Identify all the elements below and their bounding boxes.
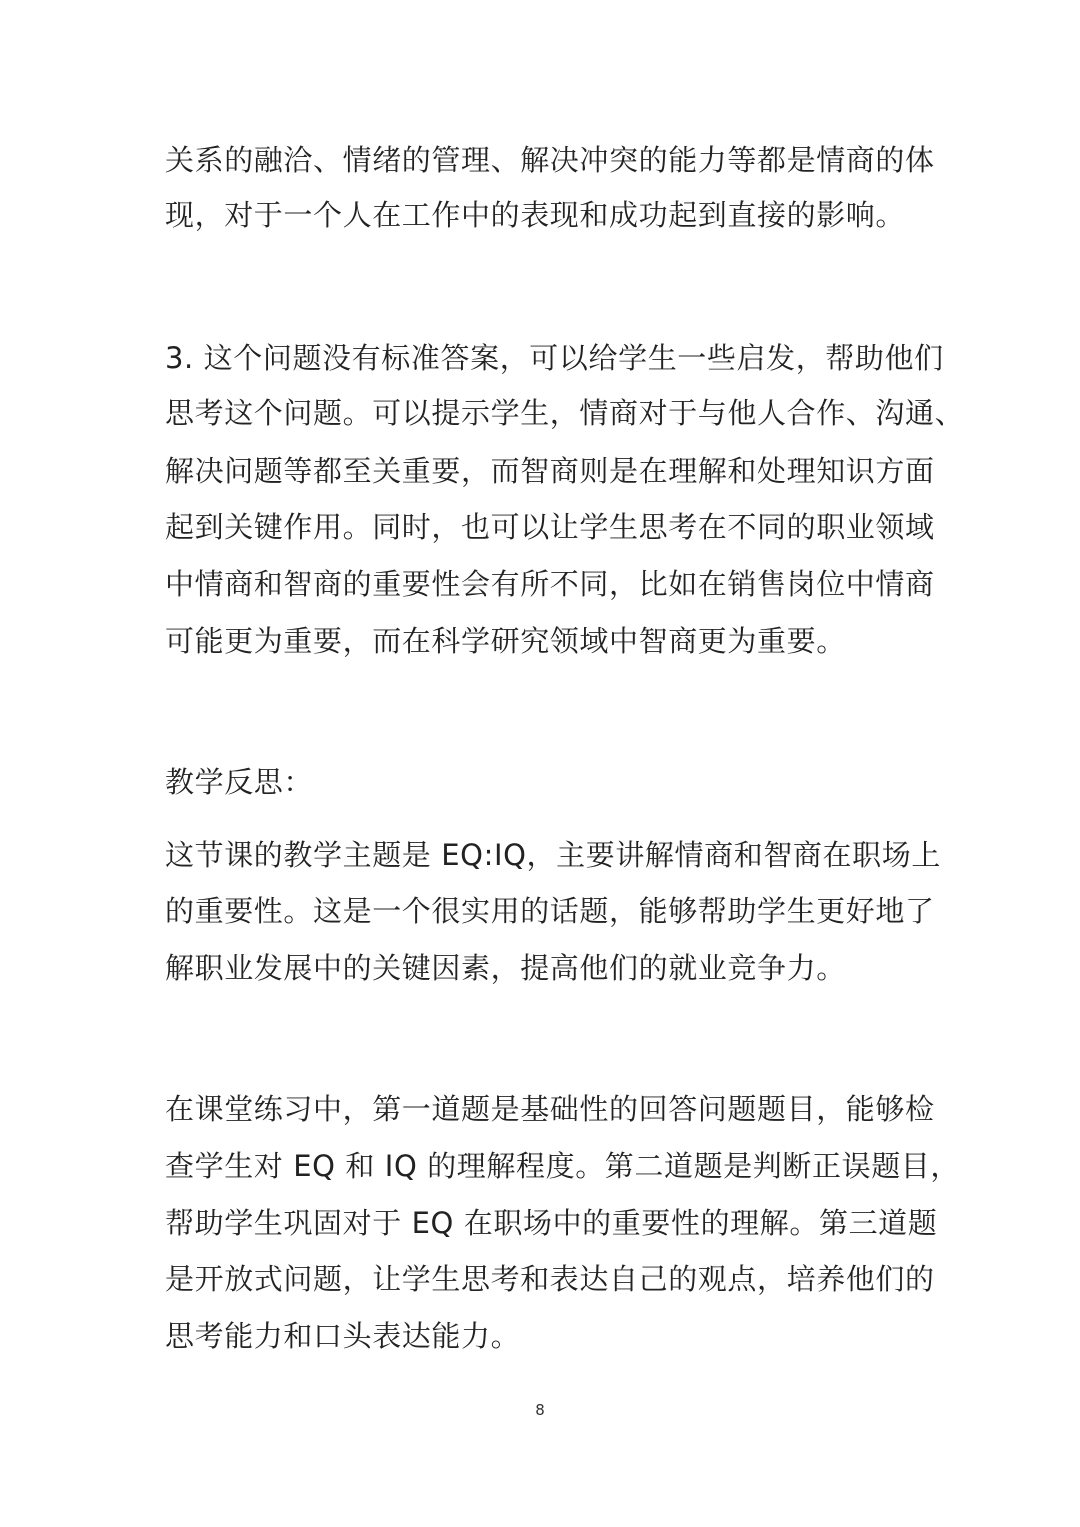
paragraph-line: 起到关键作用。同时，也可以让学生思考在不同的职业领域 — [165, 510, 935, 544]
paragraph-line: 的重要性。这是一个很实用的话题，能够帮助学生更好地了 — [165, 894, 935, 928]
paragraph-line: 是开放式问题，让学生思考和表达自己的观点，培养他们的 — [165, 1262, 935, 1296]
paragraph-line: 中情商和智商的重要性会有所不同，比如在销售岗位中情商 — [165, 567, 935, 601]
paragraph-line: 可能更为重要，而在科学研究领域中智商更为重要。 — [165, 624, 846, 658]
paragraph-line: 思考这个问题。可以提示学生，情商对于与他人合作、沟通、 — [165, 396, 965, 430]
paragraph-line: 帮助学生巩固对于 EQ 在职场中的重要性的理解。第三道题 — [165, 1206, 938, 1240]
paragraph-line: 关系的融洽、情绪的管理、解决冲突的能力等都是情商的体 — [165, 143, 935, 177]
paragraph-line: 这节课的教学主题是 EQ:IQ，主要讲解情商和智商在职场上 — [165, 838, 941, 872]
paragraph-line: 解决问题等都至关重要，而智商则是在理解和处理知识方面 — [165, 454, 935, 488]
section-heading: 教学反思： — [165, 765, 314, 799]
paragraph-line: 3. 这个问题没有标准答案，可以给学生一些启发，帮助他们 — [165, 341, 944, 375]
page-number: 8 — [535, 1401, 545, 1419]
paragraph-line: 解职业发展中的关键因素，提高他们的就业竞争力。 — [165, 951, 846, 985]
paragraph-line: 查学生对 EQ 和 IQ 的理解程度。第二道题是判断正误题目， — [165, 1149, 961, 1183]
paragraph-line: 思考能力和口头表达能力。 — [165, 1319, 521, 1353]
paragraph-line: 现，对于一个人在工作中的表现和成功起到直接的影响。 — [165, 198, 906, 232]
paragraph-line: 在课堂练习中，第一道题是基础性的回答问题题目，能够检 — [165, 1092, 935, 1126]
